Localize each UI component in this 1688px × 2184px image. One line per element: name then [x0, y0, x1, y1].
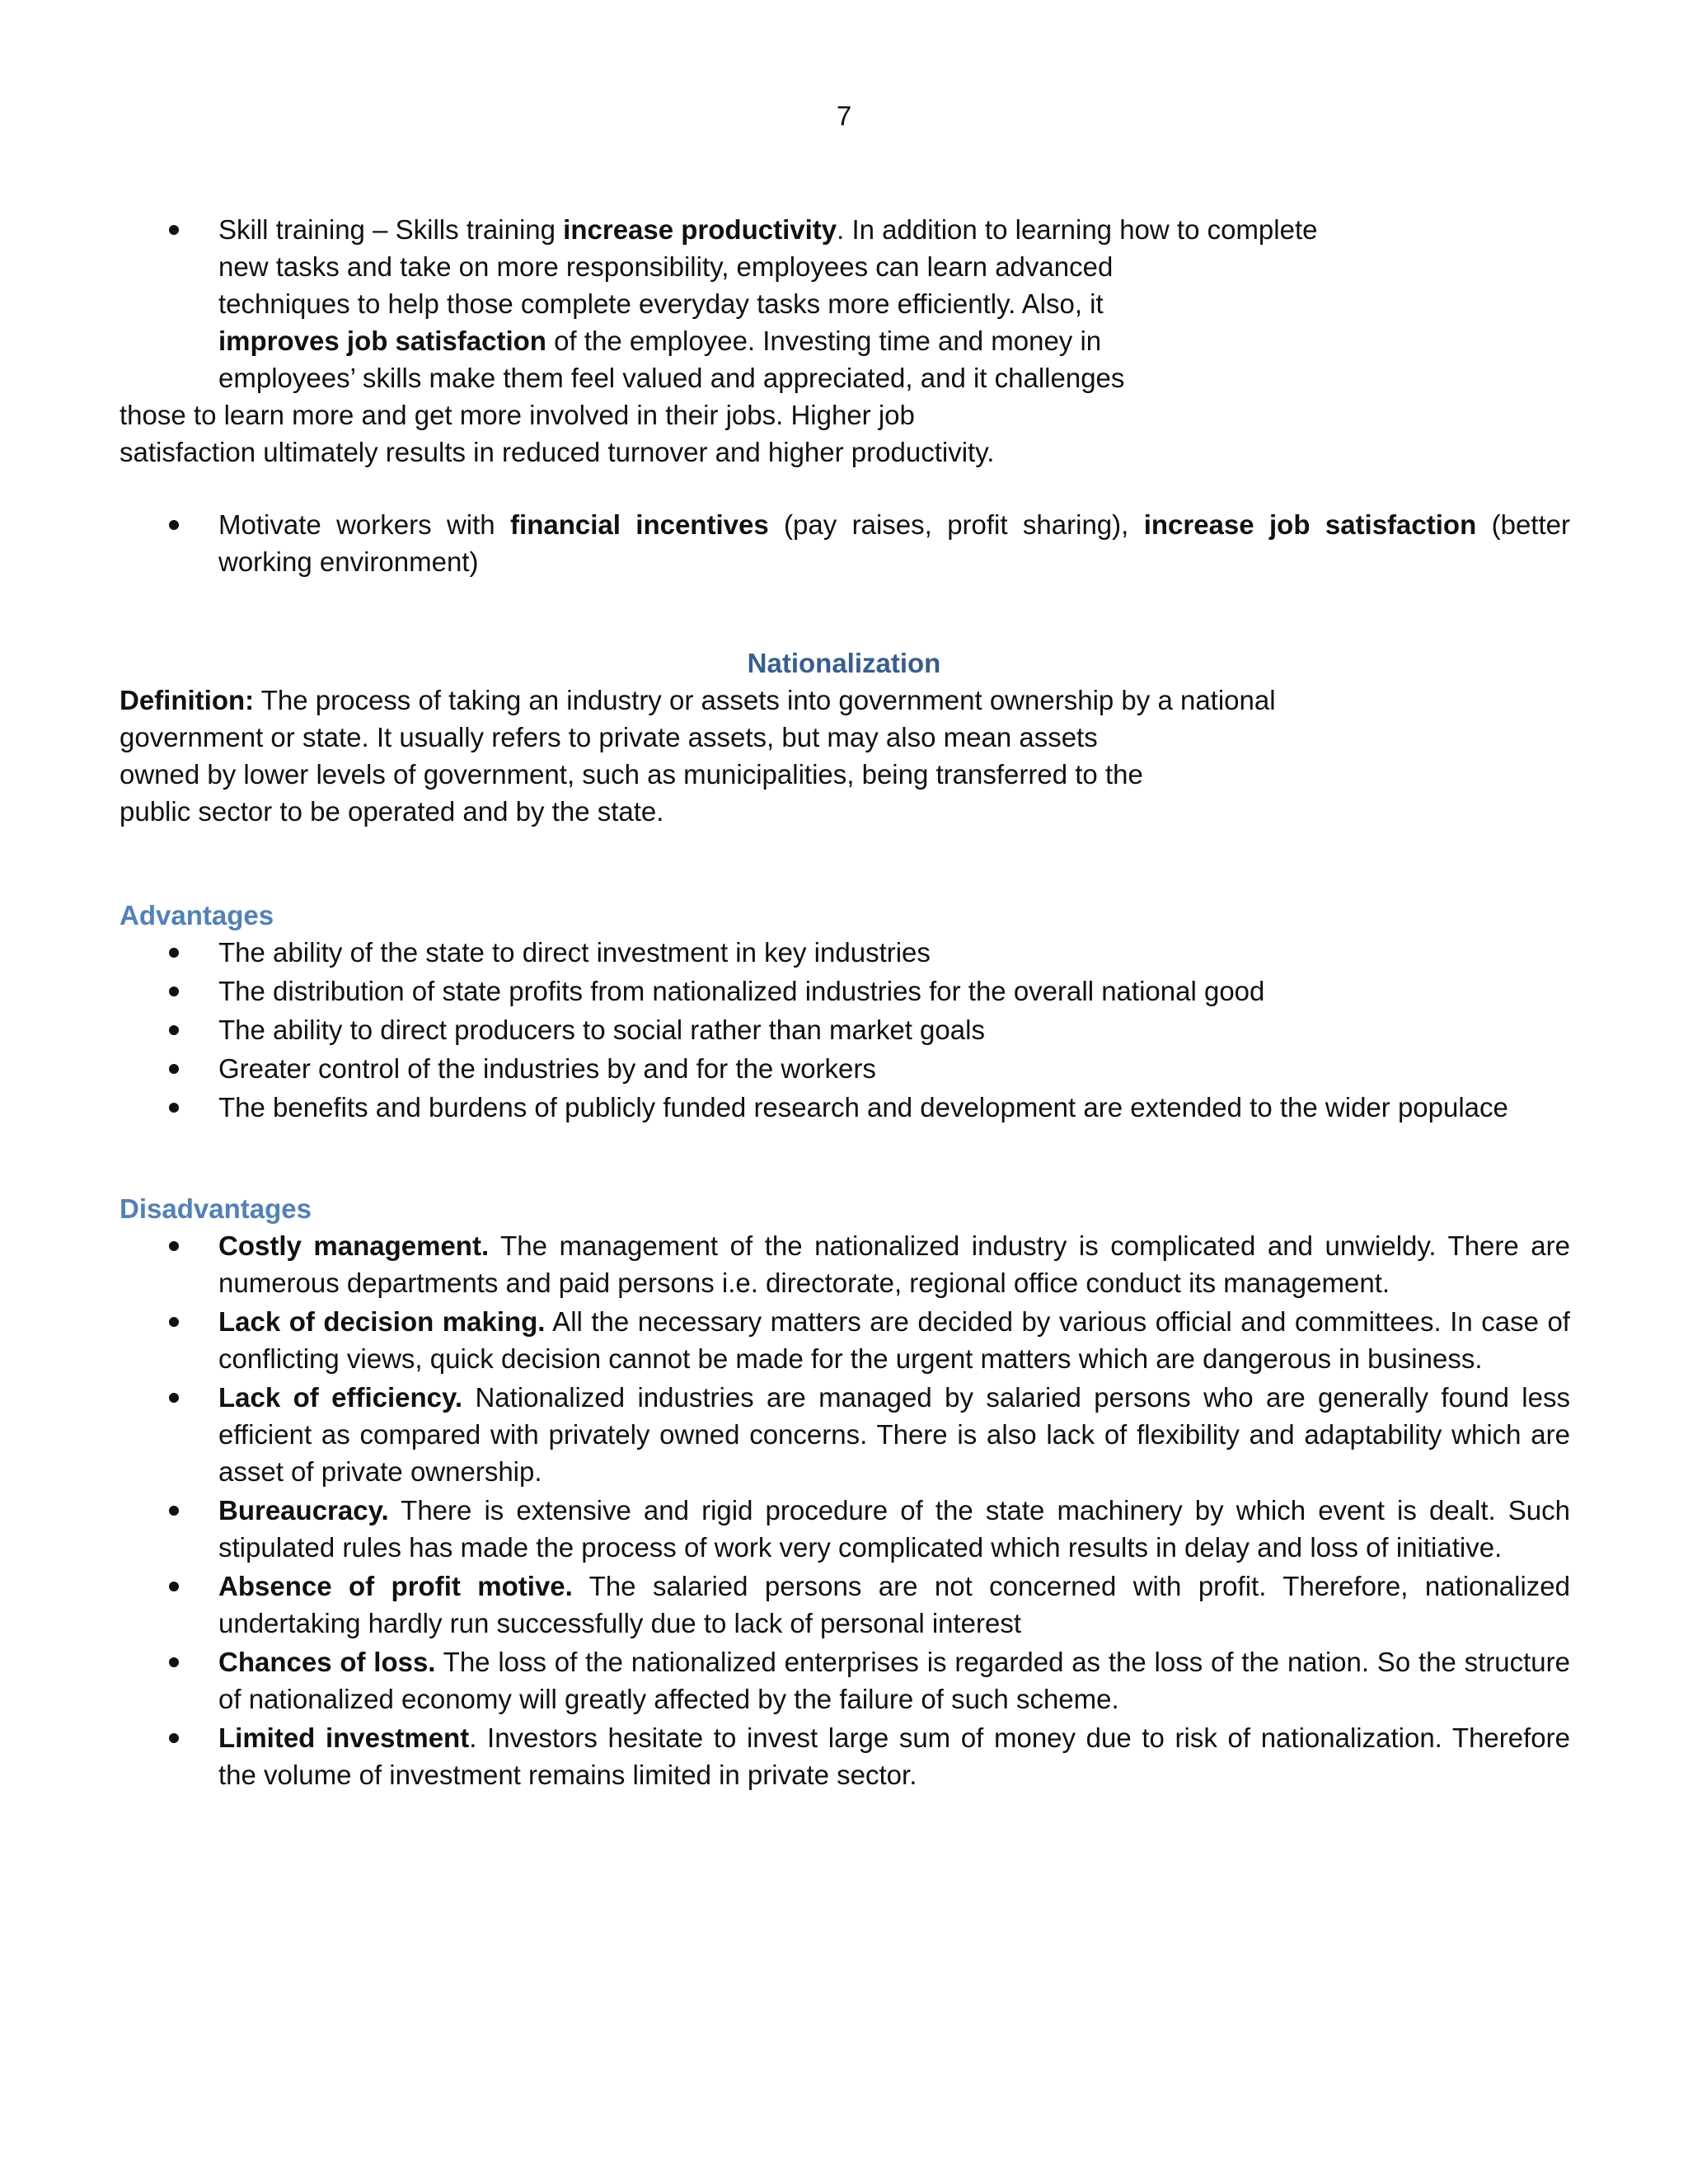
disadvantage-item-bureaucracy: Bureaucracy. There is extensive and rigid procedure of the state machinery by which event is dealt. Such stipulated rules has made the process of work very complicated which results in delay and loss of initiative. — [120, 1492, 1570, 1566]
bullet-dot-icon — [169, 1657, 179, 1667]
advantages-list — [120, 934, 1570, 1126]
definition-line-1: Definition: The process of taking an industry or assets into government ownership by a national — [120, 685, 1276, 715]
motivate-bullet: Motivate workers with financial incentives (pay raises, profit sharing), increase job satisfaction (better working environment) — [120, 506, 1570, 580]
skill-training-paragraph — [120, 211, 1570, 471]
motivate-paragraph — [120, 506, 1570, 580]
disadvantages-list — [120, 1227, 1570, 1793]
advantage-item: Greater control of the industries by and for the workers — [120, 1050, 1570, 1087]
skill-line-4: improves job satisfaction of the employee. Investing time and money in — [218, 326, 1102, 356]
skill-overflow-line-1: those to learn more and get more involved in their jobs. Higher job — [120, 400, 915, 430]
bullet-dot-icon — [169, 1506, 179, 1516]
bullet-dot-icon — [169, 1733, 179, 1743]
definition-line-4: public sector to be operated and by the state. — [120, 796, 664, 827]
disadvantage-item-decision-making: Lack of decision making. All the necessary matters are decided by various official and committees. In case of conflicting views, quick decision cannot be made for the urgent matters which are dangerous in business. — [120, 1303, 1570, 1377]
advantage-item: The ability to direct producers to social rather than market goals — [120, 1011, 1570, 1048]
bullet-dot-icon — [169, 1103, 179, 1113]
bullet-dot-icon — [169, 1064, 179, 1074]
bullet-dot-icon — [169, 948, 179, 958]
disadvantage-item-costly-management: Costly management. The management of the nationalized industry is complicated and unwieldy. There are numerous departments and paid persons i.e. directorate, regional office conduct its management. — [120, 1227, 1570, 1301]
nationalization-heading: Nationalization — [747, 648, 941, 678]
disadvantages-heading: Disadvantages — [120, 1193, 312, 1224]
bullet-dot-icon — [169, 1393, 179, 1403]
bullet-dot-icon — [169, 1025, 179, 1035]
bullet-dot-icon — [169, 1241, 179, 1251]
page-number: 7 — [836, 101, 852, 131]
advantages-section — [120, 897, 1570, 1127]
bullet-dot-icon — [169, 225, 179, 235]
disadvantage-item-efficiency: Lack of efficiency. Nationalized industries are managed by salaried persons who are generally found less efficient as compared with privately owned concerns. There is also lack of flexibility and adaptability which are asset of private ownership. — [120, 1379, 1570, 1490]
skill-line-1: Skill training – Skills training increase productivity. In addition to learning how to complete — [218, 214, 1318, 245]
skill-line-2: new tasks and take on more responsibility, employees can learn advanced — [218, 251, 1114, 282]
definition-paragraph — [120, 682, 1570, 830]
advantages-heading: Advantages — [120, 900, 274, 930]
bullet-dot-icon — [169, 1582, 179, 1591]
advantage-item: The ability of the state to direct investment in key industries — [120, 934, 1570, 971]
disadvantage-item-chances-of-loss: Chances of loss. The loss of the nationalized enterprises is regarded as the loss of the nation. So the structure of nationalized economy will greatly affected by the failure of such scheme. — [120, 1643, 1570, 1718]
disadvantage-item-limited-investment: Limited investment. Investors hesitate to invest large sum of money due to risk of nationalization. Therefore the volume of investment remains limited in private sector. — [120, 1719, 1570, 1793]
disadvantage-item-profit-motive: Absence of profit motive. The salaried persons are not concerned with profit. Therefore, nationalized undertaking hardly run successfully due to lack of personal interest — [120, 1568, 1570, 1642]
bullet-dot-icon — [169, 987, 179, 996]
advantage-item: The benefits and burdens of publicly funded research and development are extended to the wider populace — [120, 1089, 1570, 1126]
definition-line-2: government or state. It usually refers to private assets, but may also mean assets — [120, 722, 1098, 752]
skill-line-3: techniques to help those complete everyday tasks more efficiently. Also, it — [218, 288, 1104, 319]
definition-line-3: owned by lower levels of government, such as municipalities, being transferred to the — [120, 759, 1143, 790]
skill-line-5: employees’ skills make them feel valued and appreciated, and it challenges — [218, 363, 1125, 393]
disadvantages-section — [120, 1190, 1570, 1795]
skill-training-bullet — [120, 211, 1570, 396]
bullet-dot-icon — [169, 1317, 179, 1327]
bullet-dot-icon — [169, 520, 179, 530]
skill-overflow-line-2: satisfaction ultimately results in reduced turnover and higher productivity. — [120, 437, 995, 467]
advantage-item: The distribution of state profits from nationalized industries for the overall national good — [120, 972, 1570, 1010]
